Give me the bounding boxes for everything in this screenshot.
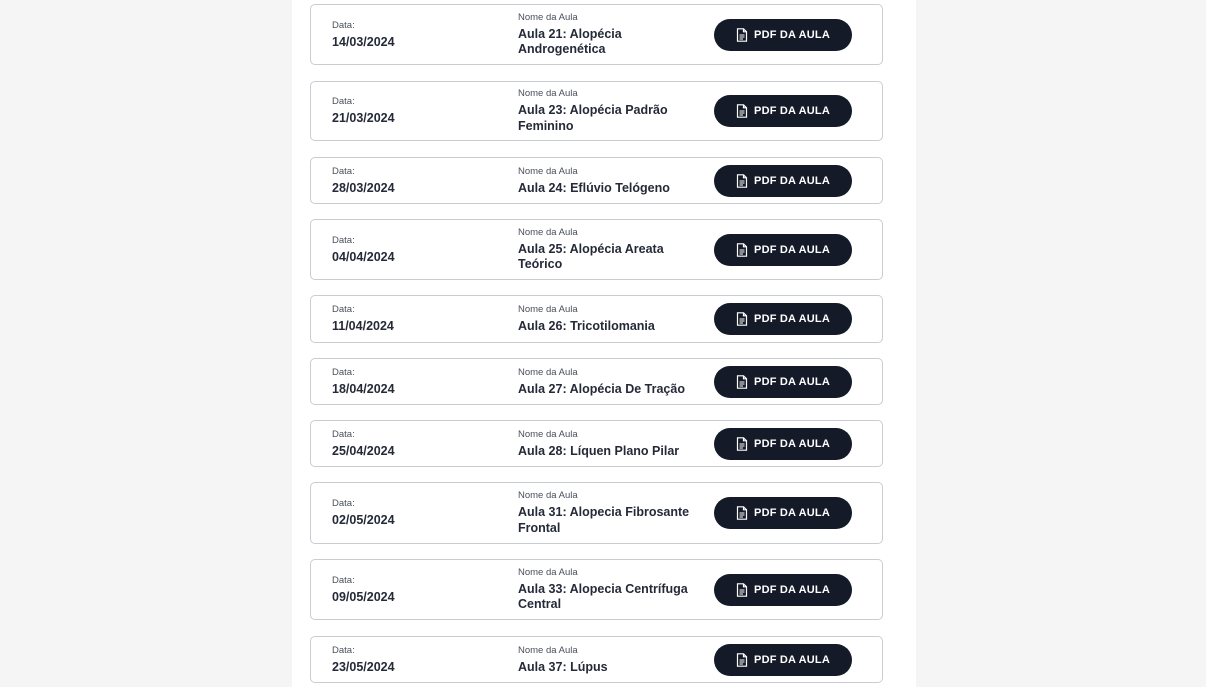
lesson-name: Aula 37: Lúpus <box>518 659 608 674</box>
date-label: Data: <box>332 366 355 378</box>
lesson-date: 23/05/2024 <box>332 659 395 674</box>
pdf-lesson-button-label: PDF DA AULA <box>754 653 830 666</box>
lesson-date-column <box>332 574 492 605</box>
pdf-lesson-button-label: PDF DA AULA <box>754 375 830 388</box>
pdf-lesson-button[interactable] <box>714 234 852 266</box>
lesson-date: 09/05/2024 <box>332 589 395 604</box>
lesson-name: Aula 25: Alopécia Areata Teórico <box>518 241 664 271</box>
pdf-lesson-button-label: PDF DA AULA <box>754 105 830 117</box>
document-icon <box>736 312 748 326</box>
pdf-lesson-button-label: PDF DA AULA <box>754 437 830 450</box>
lesson-date-column <box>332 498 492 529</box>
date-label: Data: <box>332 19 355 31</box>
lesson-card <box>310 420 883 467</box>
lesson-name: Aula 24: Eflúvio Telógeno <box>518 180 670 195</box>
document-icon <box>736 437 748 451</box>
pdf-lesson-button-label: PDF DA AULA <box>754 174 830 187</box>
lesson-name-label: Nome da Aula <box>518 366 578 378</box>
lesson-date-column <box>332 96 492 127</box>
lesson-card <box>310 636 883 683</box>
lesson-name-column <box>518 490 693 536</box>
lesson-card <box>310 4 883 65</box>
pdf-lesson-button-label: PDF DA AULA <box>754 243 830 256</box>
lesson-name: Aula 33: Alopecia Centrífuga Central <box>518 581 688 611</box>
pdf-lesson-button[interactable] <box>714 644 852 676</box>
pdf-lesson-button[interactable] <box>714 428 852 460</box>
lesson-name: Aula 23: Alopécia Padrão Feminino <box>518 103 668 133</box>
lesson-name-label: Nome da Aula <box>518 226 578 238</box>
lesson-name-label: Nome da Aula <box>518 88 578 99</box>
lesson-name-label: Nome da Aula <box>518 490 578 501</box>
lesson-card <box>310 295 883 343</box>
lesson-date: 11/04/2024 <box>332 318 394 333</box>
date-label: Data: <box>332 165 355 177</box>
document-icon <box>736 104 748 118</box>
pdf-lesson-button[interactable] <box>714 95 852 127</box>
pdf-lesson-button[interactable] <box>714 574 852 606</box>
pdf-lesson-button-label: PDF DA AULA <box>754 507 830 519</box>
document-icon <box>736 28 748 42</box>
lesson-name-column <box>518 165 693 196</box>
lesson-name-label: Nome da Aula <box>518 566 578 578</box>
document-icon <box>736 583 748 597</box>
date-label: Data: <box>332 644 355 656</box>
lesson-date: 25/04/2024 <box>332 443 395 458</box>
document-icon <box>736 506 748 520</box>
lesson-name: Aula 28: Líquen Plano Pilar <box>518 443 680 458</box>
lesson-date: 18/04/2024 <box>332 381 395 396</box>
lesson-date-column <box>332 19 492 50</box>
pdf-lesson-button[interactable] <box>714 366 852 398</box>
date-label: Data: <box>332 428 355 440</box>
lesson-name: Aula 31: Alopecia Fibrosante Frontal <box>518 505 690 535</box>
pdf-lesson-button-label: PDF DA AULA <box>754 28 830 41</box>
lesson-name-label: Nome da Aula <box>518 11 578 23</box>
document-icon <box>736 653 748 667</box>
pdf-lesson-button[interactable] <box>714 303 852 335</box>
pdf-lesson-button[interactable] <box>714 497 852 529</box>
lesson-name-column <box>518 304 693 335</box>
lesson-name-column <box>518 366 693 397</box>
lesson-card <box>310 559 883 620</box>
lesson-name-label: Nome da Aula <box>518 428 578 440</box>
lesson-date: 28/03/2024 <box>332 180 395 195</box>
lesson-name-label: Nome da Aula <box>518 165 578 177</box>
lesson-name-column <box>518 567 693 613</box>
lesson-name-column <box>518 428 693 459</box>
lesson-date-column <box>332 428 492 459</box>
lesson-card <box>310 157 883 204</box>
lesson-name: Aula 21: Alopécia Androgenética <box>518 26 622 56</box>
lesson-date: 21/03/2024 <box>332 110 395 125</box>
lesson-card <box>310 358 883 405</box>
date-label: Data: <box>332 303 355 315</box>
lesson-name-label: Nome da Aula <box>518 303 578 315</box>
lesson-name-column <box>518 12 693 58</box>
lesson-date: 02/05/2024 <box>332 512 395 527</box>
document-icon <box>736 174 748 188</box>
lesson-name-column <box>518 227 693 273</box>
lesson-card <box>310 482 883 544</box>
lesson-name: Aula 27: Alopécia De Tração <box>518 381 685 396</box>
lesson-name-column <box>518 644 693 675</box>
lesson-name-label: Nome da Aula <box>518 644 578 656</box>
lesson-card <box>310 219 883 280</box>
lesson-date: 14/03/2024 <box>332 34 395 49</box>
lesson-date-column <box>332 304 492 335</box>
document-icon <box>736 375 748 389</box>
lesson-name: Aula 26: Tricotilomania <box>518 318 655 333</box>
date-label: Data: <box>332 497 355 509</box>
lesson-card <box>310 81 883 141</box>
lesson-date-column <box>332 165 492 196</box>
lesson-date-column <box>332 366 492 397</box>
lesson-date-column <box>332 644 492 675</box>
pdf-lesson-button-label: PDF DA AULA <box>754 583 830 596</box>
lessons-page <box>292 0 916 687</box>
lesson-date: 04/04/2024 <box>332 249 395 264</box>
pdf-lesson-button-label: PDF DA AULA <box>754 313 830 325</box>
lesson-date-column <box>332 234 492 265</box>
document-icon <box>736 243 748 257</box>
date-label: Data: <box>332 234 355 246</box>
date-label: Data: <box>332 95 355 107</box>
pdf-lesson-button[interactable] <box>714 165 852 197</box>
pdf-lesson-button[interactable] <box>714 19 852 51</box>
date-label: Data: <box>332 574 355 586</box>
lesson-name-column <box>518 88 693 134</box>
